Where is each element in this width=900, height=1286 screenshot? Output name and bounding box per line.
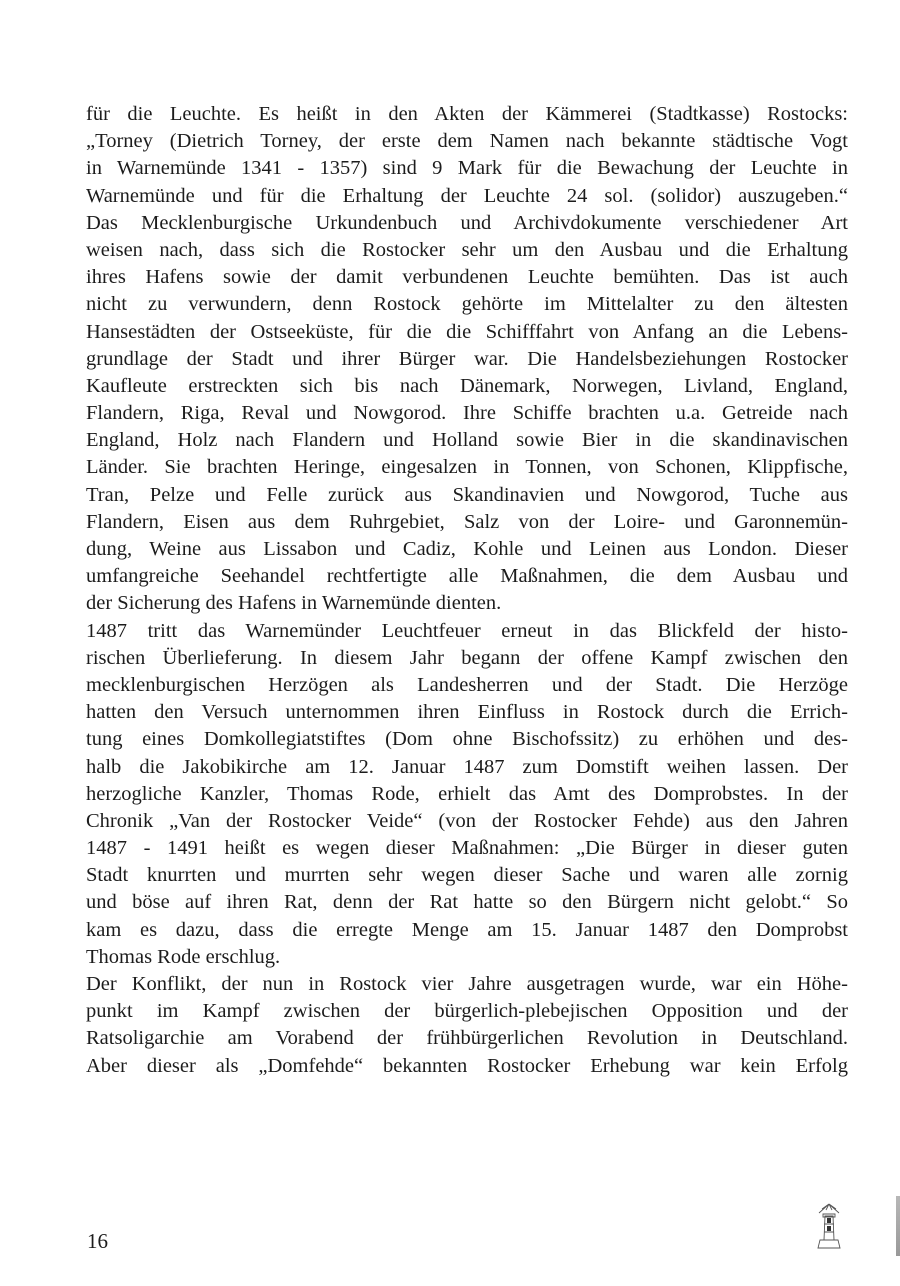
text-line: Chronik „Van der Rostocker Veide“ (von der Rostocker Fehde) aus den Jahren	[86, 809, 848, 832]
text-line: Der Konflikt, der nun in Rostock vier Jahre ausgetragen wurde, war ein Höhe-	[86, 973, 848, 995]
text-line: England, Holz nach Flandern und Holland sowie Bier in die skandinavischen	[86, 429, 848, 452]
text-line: in Warnemünde 1341 - 1357) sind 9 Mark für die Bewachung der Leuchte in	[86, 157, 848, 180]
text-line: kam es dazu, dass die erregte Menge am 15. Januar 1487 den Domprobst	[86, 918, 848, 941]
text-line: herzogliche Kanzler, Thomas Rode, erhielt das Amt des Domprobstes. In der	[86, 782, 848, 805]
text-line: halb die Jakobikirche am 12. Januar 1487 zum Domstift weihen lassen. Der	[86, 755, 848, 778]
text-line: Das Mecklenburgische Urkundenbuch und Archivdokumente verschiedener Art	[86, 211, 848, 234]
lighthouse-emblem-icon	[814, 1200, 844, 1252]
text-line: für die Leuchte. Es heißt in den Akten der Kämmerei (Stadtkasse) Rostocks:	[86, 103, 848, 125]
text-line: rischen Überlieferung. In diesem Jahr begann der offene Kampf zwischen den	[86, 646, 848, 669]
text-line: punkt im Kampf zwischen der bürgerlich-plebejischen Opposition und der	[86, 1000, 848, 1023]
text-line: nicht zu verwundern, denn Rostock gehörte im Mittelalter zu den ältesten	[86, 293, 848, 316]
text-line: der Sicherung des Hafens in Warnemünde dienten.	[86, 592, 502, 615]
text-line: „Torney (Dietrich Torney, der erste dem Namen nach bekannte städtische Vogt	[86, 130, 848, 153]
text-line: hatten den Versuch unternommen ihren Einfluss in Rostock durch die Errich-	[86, 701, 848, 724]
text-line: Ratsoligarchie am Vorabend der frühbürgerlichen Revolution in Deutschland.	[86, 1027, 848, 1050]
text-line: Flandern, Eisen aus dem Ruhrgebiet, Salz von der Loire- und Garonnemün-	[86, 510, 848, 533]
text-line: Tran, Pelze und Felle zurück aus Skandinavien und Nowgorod, Tuche aus	[86, 483, 848, 506]
text-line: Aber dieser als „Domfehde“ bekannten Rostocker Erhebung war kein Erfolg	[86, 1054, 848, 1077]
text-line: weisen nach, dass sich die Rostocker sehr um den Ausbau und die Erhaltung	[86, 238, 848, 261]
text-line: 1487 tritt das Warnemünder Leuchtfeuer erneut in das Blickfeld der histo-	[86, 619, 848, 642]
text-line: Länder. Sie brachten Heringe, eingesalzen in Tonnen, von Schonen, Klippfische,	[86, 456, 848, 479]
text-line: Warnemünde und für die Erhaltung der Leuchte 24 sol. (solidor) auszugeben.“	[86, 184, 848, 207]
text-line: tung eines Domkollegiatstiftes (Dom ohne Bischofssitz) zu erhöhen und des-	[86, 728, 848, 751]
text-line: und böse auf ihren Rat, denn der Rat hatte so den Bürgern nicht gelobt.“ So	[86, 891, 848, 914]
text-line: Hansestädten der Ostseeküste, für die die Schifffahrt von Anfang an die Lebens-	[86, 320, 848, 343]
text-line: grundlage der Stadt und ihrer Bürger war. Die Handelsbeziehungen Rostocker	[86, 347, 848, 370]
page-number: 16	[87, 1229, 108, 1253]
text-line: ihres Hafens sowie der damit verbundenen Leuchte bemühten. Das ist auch	[86, 266, 848, 289]
text-line: Flandern, Riga, Reval und Nowgorod. Ihre Schiffe brachten u.a. Getreide nach	[86, 402, 848, 425]
page-edge-shadow	[896, 1196, 900, 1256]
text-line: umfangreiche Seehandel rechtfertigte alle Maßnahmen, die dem Ausbau und	[86, 565, 848, 588]
text-line: mecklenburgischen Herzögen als Landesherren und der Stadt. Die Herzöge	[86, 673, 848, 696]
text-line: 1487 - 1491 heißt es wegen dieser Maßnahmen: „Die Bürger in dieser guten	[86, 837, 848, 860]
body-text	[86, 101, 848, 1080]
text-line: Stadt knurrten und murrten sehr wegen dieser Sache und waren alle zornig	[86, 864, 848, 887]
text-line: dung, Weine aus Lissabon und Cadiz, Kohle und Leinen aus London. Dieser	[86, 538, 848, 560]
text-line: Kaufleute erstreckten sich bis nach Dänemark, Norwegen, Livland, England,	[86, 374, 848, 397]
text-line: Thomas Rode erschlug.	[86, 945, 281, 968]
